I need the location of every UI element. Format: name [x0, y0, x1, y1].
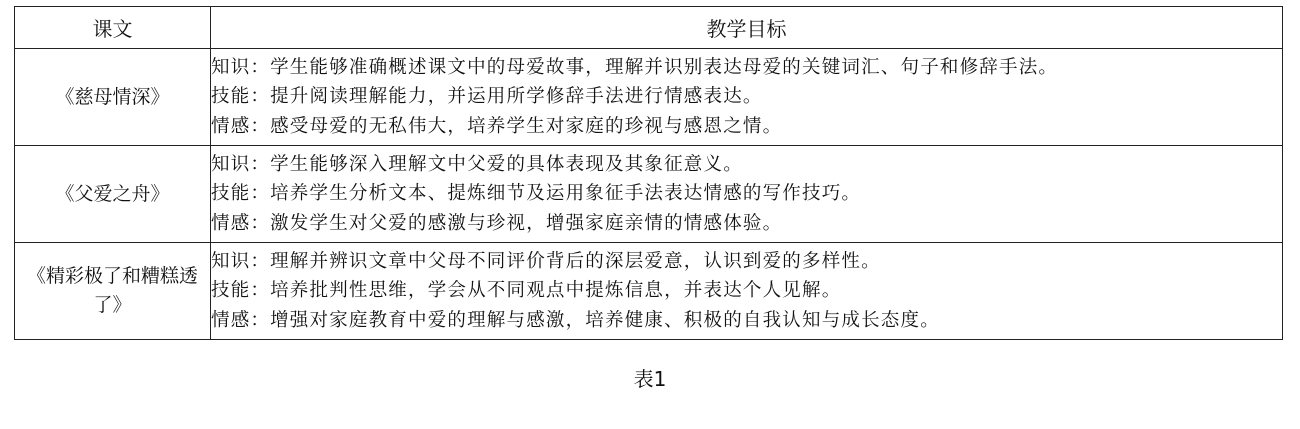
- lesson-title: 《精彩极了和糟糕透了》: [15, 243, 211, 340]
- table-row: [15, 146, 1283, 243]
- header-goals: 教学目标: [211, 7, 1283, 49]
- goal-emotion: 情感：增强对家庭教育中爱的理解与感激，培养健康、积极的自我认知与成长态度。: [211, 309, 940, 331]
- lesson-title: 《父爱之舟》: [15, 146, 211, 243]
- teaching-objectives-table: [14, 6, 1283, 340]
- goals-cell: [211, 243, 1283, 340]
- header-lesson: 课文: [15, 7, 211, 49]
- table-row: [15, 49, 1283, 146]
- lesson-title: 《慈母情深》: [15, 49, 211, 146]
- table-row: [15, 243, 1283, 340]
- goal-knowledge: 知识：理解并辨识文章中父母不同评价背后的深层爱意，认识到爱的多样性。: [211, 250, 881, 272]
- goal-knowledge: 知识：学生能够准确概述课文中的母爱故事，理解并识别表达母爱的关键词汇、句子和修辞手法。: [211, 56, 1059, 78]
- goal-emotion: 情感：激发学生对父爱的感激与珍视，增强家庭亲情的情感体验。: [211, 212, 783, 234]
- goal-knowledge: 知识：学生能够深入理解文中父爱的具体表现及其象征意义。: [211, 153, 743, 175]
- goal-emotion: 情感：感受母爱的无私伟大，培养学生对家庭的珍视与感恩之情。: [211, 115, 783, 137]
- goals-cell: [211, 146, 1283, 243]
- document-page: [14, 6, 1282, 340]
- goal-skill: 技能：提升阅读理解能力，并运用所学修辞手法进行情感表达。: [211, 86, 763, 108]
- goals-cell: [211, 49, 1283, 146]
- table-caption: 表1: [633, 367, 667, 391]
- goal-skill: 技能：培养批判性思维，学会从不同观点中提炼信息，并表达个人见解。: [211, 280, 842, 302]
- goal-skill: 技能：培养学生分析文本、提炼细节及运用象征手法表达情感的写作技巧。: [211, 183, 862, 205]
- header-row: [15, 7, 1283, 49]
